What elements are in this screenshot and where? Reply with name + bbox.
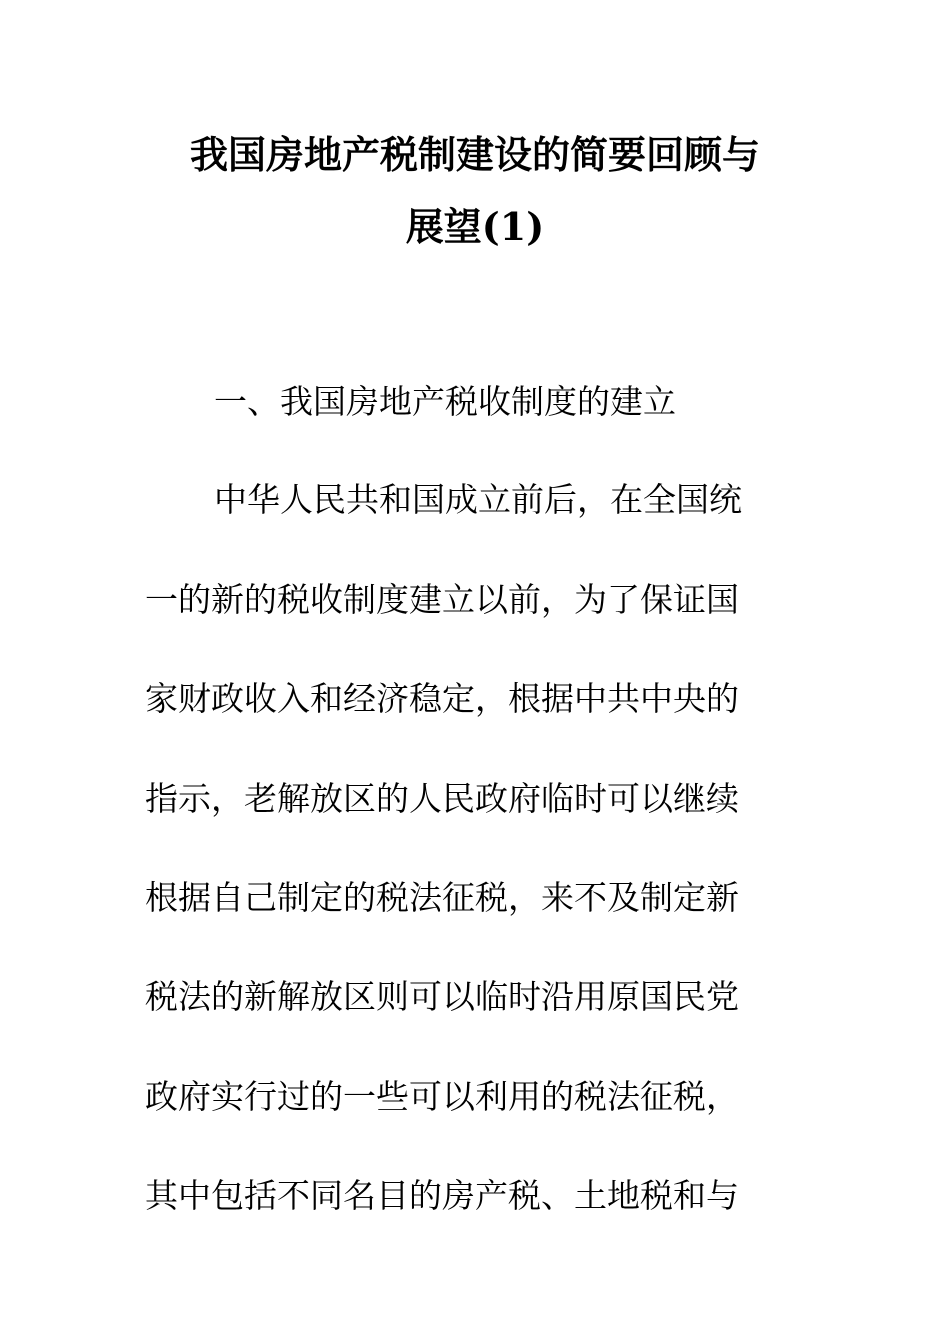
paragraph-line: 税法的新解放区则可以临时沿用原国民党 — [145, 977, 739, 1016]
paragraph-line: 中华人民共和国成立前后，在全国统 — [214, 480, 742, 519]
paragraph-line: 一的新的税收制度建立以前，为了保证国 — [145, 580, 739, 619]
page-title-line-1: 我国房地产税制建设的简要回顾与 — [189, 132, 760, 177]
paragraph-line: 指示，老解放区的人民政府临时可以继续 — [145, 779, 739, 818]
page-title-line-2: 展望(1) — [405, 204, 545, 249]
paragraph-line: 政府实行过的一些可以利用的税法征税， — [145, 1077, 739, 1116]
paragraph-line: 家财政收入和经济稳定，根据中共中央的 — [145, 679, 739, 718]
paragraph-line: 根据自己制定的税法征税，来不及制定新 — [145, 878, 739, 917]
paragraph-line: 其中包括不同名目的房产税、土地税和与 — [145, 1176, 739, 1215]
section-heading: 一、我国房地产税收制度的建立 — [214, 382, 676, 421]
